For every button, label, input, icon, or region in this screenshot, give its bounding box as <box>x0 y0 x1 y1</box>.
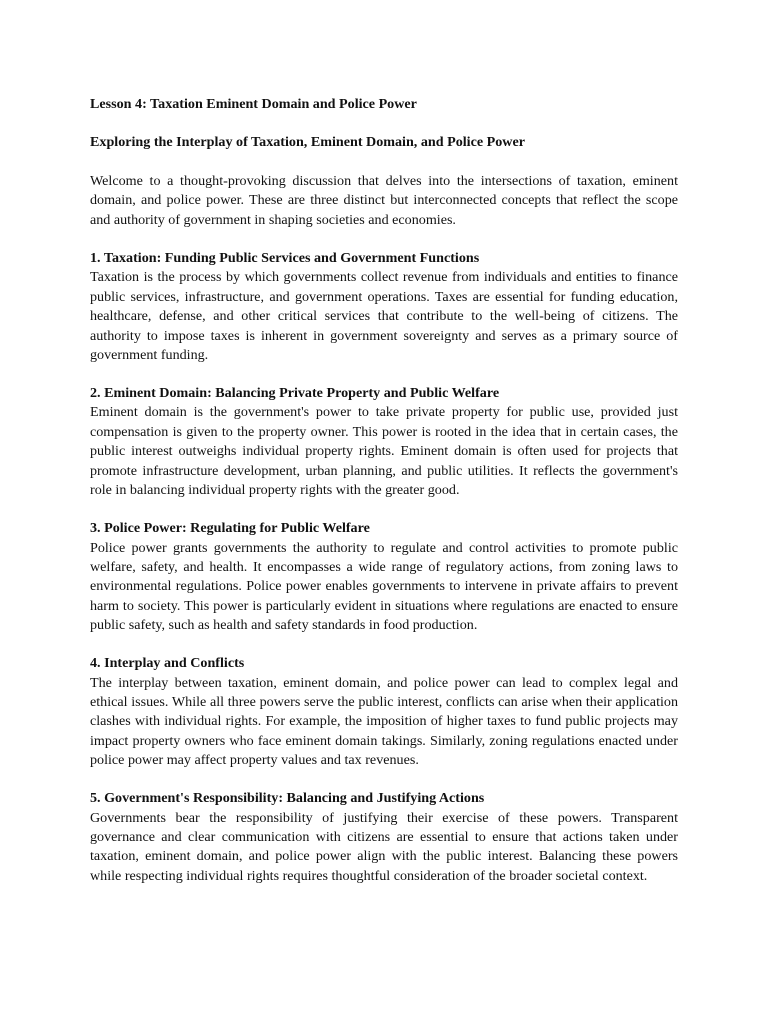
section-body: The interplay between taxation, eminent domain, and police power can lead to complex legal and ethical issues. While all three powers serve the public interest, conflicts can arise when their application clashes with individual rights. For example, the imposition of higher taxes to fund public projects may impact property owners who face eminent domain takings. Similarly, zoning regulations enacted under police power may affect property values and tax revenues. <box>90 674 678 769</box>
section-police-power <box>90 519 678 635</box>
section-heading: 2. Eminent Domain: Balancing Private Property and Public Welfare <box>90 385 500 402</box>
section-heading: 4. Interplay and Conflicts <box>90 655 245 672</box>
document-subtitle: Exploring the Interplay of Taxation, Eminent Domain, and Police Power <box>90 134 525 151</box>
section-government-responsibility <box>90 789 678 886</box>
section-interplay <box>90 654 678 770</box>
section-body: Taxation is the process by which governments collect revenue from individuals and entities to finance public services, infrastructure, and government operations. Taxes are essential for funding education, healthcare, defense, and other critical services that contribute to the well-being of citizens. The authority to impose taxes is inherent in government sovereignty and serves as a primary source of government funding. <box>90 269 678 364</box>
lesson-title: Lesson 4: Taxation Eminent Domain and Police Power <box>90 96 417 112</box>
section-eminent-domain <box>90 384 678 500</box>
section-heading: 5. Government's Responsibility: Balancing and Justifying Actions <box>90 790 485 807</box>
document-page <box>90 95 678 905</box>
section-taxation <box>90 249 678 365</box>
section-heading: 1. Taxation: Funding Public Services and Government Functions <box>90 250 480 267</box>
section-body: Eminent domain is the government's power to take private property for public use, provided just compensation is given to the property owner. This power is rooted in the idea that in certain cases, the public interest outweighs individual property rights. Eminent domain is often used for projects that promote infrastructure development, urban planning, and public utilities. It reflects the government's role in balancing individual property rights with the greater good. <box>90 404 678 499</box>
section-body: Governments bear the responsibility of justifying their exercise of these powers. Transparent governance and clear communication with citizens are essential to ensure that actions taken under taxation, eminent domain, and police power align with the public interest. Balancing these powers while respecting individual rights requires thoughtful consideration of the broader societal context. <box>90 809 678 884</box>
section-heading: 3. Police Power: Regulating for Public Welfare <box>90 520 370 537</box>
section-body: Police power grants governments the authority to regulate and control activities to promote public welfare, safety, and health. It encompasses a wide range of regulatory actions, from zoning laws to environmental regulations. Police power enables governments to intervene in private affairs to prevent harm to society. This power is particularly evident in situations where regulations are enacted to ensure public safety, such as health and safety standards in food production. <box>90 539 678 634</box>
intro-paragraph: Welcome to a thought-provoking discussion that delves into the intersections of taxation, eminent domain, and police power. These are three distinct but interconnected concepts that reflect the scope and authority of government in shaping societies and economies. <box>90 172 678 228</box>
